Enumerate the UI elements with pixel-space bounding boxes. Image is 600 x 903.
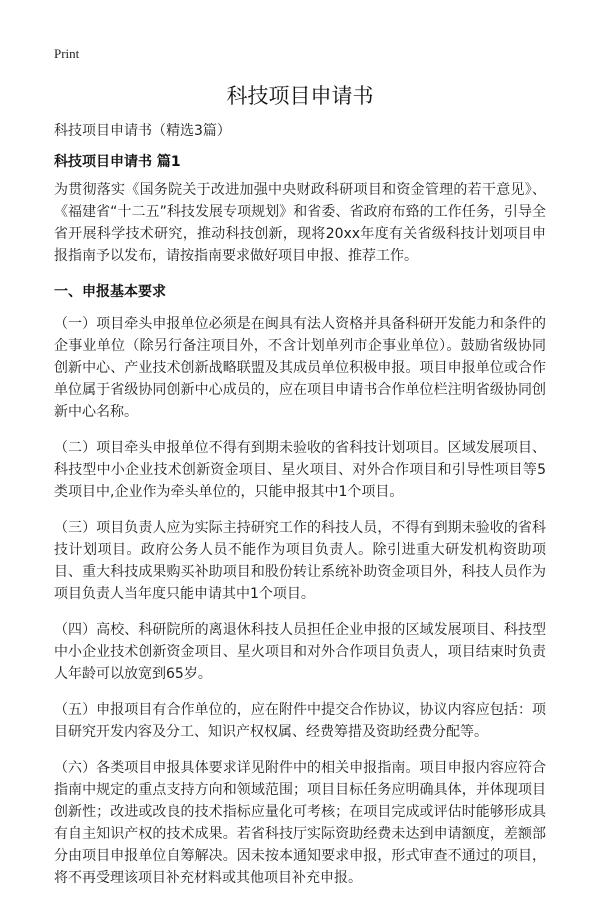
part-heading: 科技项目申请书 篇1 bbox=[54, 154, 181, 170]
requirement-paragraph-2: （二）项目牵头申报单位不得有到期未验收的省科技计划项目。区域发展项目、科技型中小企业技术创新资金项目、星火项目、对外合作项目和引导性项目等5类项目中,企业作为牵头单位的，只能申报其中1个项目。 bbox=[54, 440, 546, 500]
requirement-paragraph-6: （六）各类项目申报具体要求详见附件中的相关申报指南。项目申报内容应符合指南中规定的重点支持方向和领域范围；项目目标任务应明确具体，并体现项目创新性；改进或改良的技术指标应量化可考核；在项目完成或评估时能够形成具有自主知识产权的技术成果。若省科技厅实际资助经费未达到申请额度，差额部分由项目申报单位自筹解决。因未按本通知要求申报，形式审查不通过的项目，将不再受理该项目补充材料或其他项目补充申报。 bbox=[54, 760, 546, 886]
requirement-paragraph-5: （五）申报项目有合作单位的，应在附件中提交合作协议，协议内容应包括：项目研究开发内容及分工、知识产权权属、经费筹措及资助经费分配等。 bbox=[54, 702, 546, 740]
intro-paragraph: 为贯彻落实《国务院关于改进加强中央财政科研项目和资金管理的若干意见》、《福建省“十二五”科技发展专项规划》和省委、省政府布臵的工作任务，引导全省开展科学技术研究，推动科技创新，现将20xx年度有关省级科技计划项目申报指南予以发布，请按指南要求做好项目申报、推荐工作。 bbox=[54, 182, 546, 264]
section-heading: 一、申报基本要求 bbox=[54, 284, 166, 300]
print-label: Print bbox=[54, 46, 80, 61]
document-subtitle: 科技项目申请书（精选3篇） bbox=[54, 123, 231, 139]
requirement-paragraph-3: （三）项目负责人应为实际主持研究工作的科技人员，不得有到期未验收的省科技计划项目。政府公务人员不能作为项目负责人。除引进重大研发机构资助项目、重大科技成果购买补助项目和股份转让系统补助资金项目外，科技人员作为项目负责人当年度只能申请其中1个项目。 bbox=[54, 520, 546, 602]
page-title: 科技项目申请书 bbox=[226, 84, 374, 108]
requirement-paragraph-4: （四）高校、科研院所的离退休科技人员担任企业申报的区域发展项目、科技型中小企业技术创新资金项目、星火项目和对外合作项目负责人，项目结束时负责人年龄可以放宽到65岁。 bbox=[54, 622, 546, 682]
requirement-paragraph-1: （一）项目牵头申报单位必须是在闽具有法人资格并具备科研开发能力和条件的企事业单位（除另行备注项目外，不含计划单列市企事业单位）。鼓励省级协同创新中心、产业技术创新战略联盟及其成员单位积极申报。项目申报单位或合作单位属于省级协同创新中心成员的，应在项目申请书合作单位栏注明省级协同创新中心名称。 bbox=[54, 316, 546, 420]
document-body bbox=[54, 120, 546, 903]
